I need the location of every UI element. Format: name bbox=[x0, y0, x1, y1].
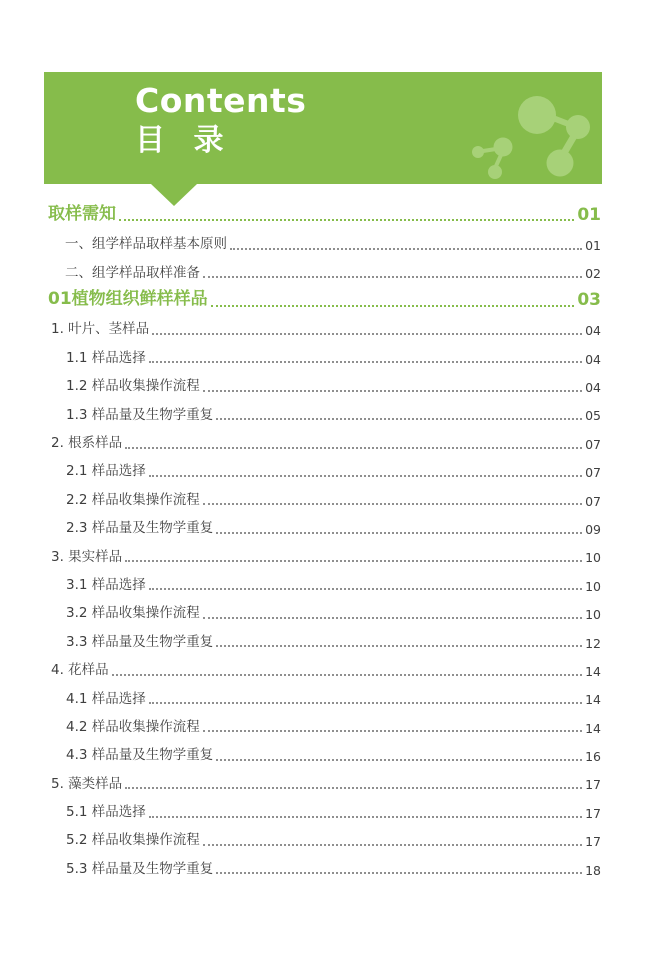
page-number: 18 bbox=[585, 862, 601, 878]
dot-leader bbox=[149, 361, 582, 363]
dot-leader bbox=[203, 730, 582, 732]
dot-leader bbox=[216, 759, 582, 761]
page-number: 05 bbox=[585, 408, 601, 424]
toc-entry-label: 3.2 样品收集操作流程 bbox=[66, 605, 200, 622]
dot-leader bbox=[125, 560, 582, 562]
dot-leader bbox=[216, 645, 582, 647]
toc-entry[interactable] bbox=[48, 767, 601, 795]
toc-entry[interactable] bbox=[48, 795, 601, 823]
toc-entry-label: 4.2 样品收集操作流程 bbox=[66, 718, 200, 735]
toc-entry[interactable] bbox=[48, 455, 601, 483]
toc-entry-label: 5.3 样品量及生物学重复 bbox=[66, 860, 214, 877]
dot-leader bbox=[203, 617, 582, 619]
dot-leader bbox=[149, 816, 582, 818]
page-number: 10 bbox=[585, 607, 601, 623]
dot-leader bbox=[112, 674, 582, 676]
banner-titles bbox=[135, 82, 306, 162]
toc-entry[interactable] bbox=[48, 483, 601, 511]
page-number: 16 bbox=[585, 749, 601, 765]
toc-entry[interactable] bbox=[48, 625, 601, 653]
dot-leader bbox=[149, 588, 582, 590]
page-number: 14 bbox=[585, 663, 601, 679]
toc-entry[interactable] bbox=[48, 682, 601, 710]
page-number: 12 bbox=[585, 635, 601, 651]
toc-entry[interactable] bbox=[48, 540, 601, 568]
page-number: 03 bbox=[577, 289, 601, 310]
toc-entry[interactable] bbox=[48, 369, 601, 397]
dot-leader bbox=[216, 532, 582, 534]
page-number: 01 bbox=[577, 204, 601, 225]
toc-entry[interactable] bbox=[48, 653, 601, 681]
toc-entry-label: 3.1 样品选择 bbox=[66, 576, 146, 593]
toc-entry[interactable] bbox=[48, 596, 601, 624]
dot-leader bbox=[203, 503, 582, 505]
page-number: 01 bbox=[585, 238, 601, 254]
toc-entry[interactable] bbox=[48, 710, 601, 738]
toc-entry-label: 2.2 样品收集操作流程 bbox=[66, 491, 200, 508]
dot-leader bbox=[125, 447, 582, 449]
toc-entry-label: 一、组学样品取样基本原则 bbox=[65, 236, 227, 253]
toc-entry[interactable] bbox=[48, 426, 601, 454]
toc-entry-label: 1.2 样品收集操作流程 bbox=[66, 378, 200, 395]
page-number: 10 bbox=[585, 578, 601, 594]
toc-entry-label: 1. 叶片、茎样品 bbox=[51, 321, 150, 338]
toc-entry[interactable] bbox=[48, 284, 601, 312]
toc-entry-label: 1.3 样品量及生物学重复 bbox=[66, 406, 214, 423]
page-number: 07 bbox=[585, 436, 601, 452]
page-number: 10 bbox=[585, 550, 601, 566]
toc-entry[interactable] bbox=[48, 568, 601, 596]
page-title-chinese: 目 录 bbox=[135, 123, 224, 158]
toc-entry-label: 3. 果实样品 bbox=[51, 548, 123, 565]
toc-entry-label: 5.1 样品选择 bbox=[66, 804, 146, 821]
page-number: 04 bbox=[585, 351, 601, 367]
toc-entry-label: 2. 根系样品 bbox=[51, 435, 123, 451]
dot-leader bbox=[230, 248, 582, 250]
dot-leader bbox=[203, 390, 582, 392]
molecule-cluster-icon bbox=[44, 72, 602, 184]
toc-entry[interactable] bbox=[48, 738, 601, 766]
dot-leader bbox=[216, 872, 582, 874]
toc-entry[interactable] bbox=[48, 313, 601, 341]
page-number: 09 bbox=[585, 521, 601, 537]
dot-leader bbox=[203, 844, 582, 846]
toc-entry-label: 5.2 样品收集操作流程 bbox=[66, 832, 200, 849]
toc-entry-label: 2.3 样品量及生物学重复 bbox=[66, 520, 214, 537]
dot-leader bbox=[119, 219, 574, 221]
page-number: 02 bbox=[585, 266, 601, 282]
page-number: 07 bbox=[585, 465, 601, 481]
toc-entry-label: 2.1 样品选择 bbox=[66, 463, 146, 480]
page-number: 14 bbox=[585, 692, 601, 708]
toc-entry[interactable] bbox=[48, 256, 601, 284]
header-banner bbox=[44, 72, 602, 184]
toc-entry[interactable] bbox=[48, 852, 601, 880]
page-number: 04 bbox=[585, 379, 601, 395]
toc-entry-label: 5. 藻类样品 bbox=[51, 775, 123, 792]
toc-entry-label: 4.3 样品量及生物学重复 bbox=[66, 747, 214, 764]
page-number: 17 bbox=[585, 805, 601, 821]
toc-entry-label: 二、组学样品取样准备 bbox=[65, 264, 200, 281]
toc-entry[interactable] bbox=[48, 824, 601, 852]
dot-leader bbox=[152, 333, 582, 335]
dot-leader bbox=[149, 702, 582, 704]
toc-entry-label: 4. 花样品 bbox=[51, 662, 109, 679]
page-number: 14 bbox=[585, 720, 601, 736]
page-number: 04 bbox=[585, 323, 601, 339]
toc-entry-label: 1.1 样品选择 bbox=[66, 349, 146, 366]
dot-leader bbox=[203, 276, 582, 278]
toc-entry[interactable] bbox=[48, 199, 601, 227]
page-title-english: Contents bbox=[135, 81, 307, 120]
toc-entry[interactable] bbox=[48, 511, 601, 539]
page-number: 17 bbox=[585, 834, 601, 850]
toc-entry-label: 4.1 样品选择 bbox=[66, 690, 146, 707]
page-number: 17 bbox=[585, 777, 601, 793]
page-number: 07 bbox=[585, 493, 601, 509]
dot-leader bbox=[216, 418, 582, 420]
toc-list bbox=[48, 199, 601, 880]
toc-entry[interactable] bbox=[48, 227, 601, 255]
dot-leader bbox=[125, 787, 582, 789]
toc-entry-label: 3.3 样品量及生物学重复 bbox=[66, 633, 214, 650]
toc-entry[interactable] bbox=[48, 341, 601, 369]
dot-leader bbox=[211, 305, 575, 307]
dot-leader bbox=[149, 475, 582, 477]
toc-entry-label: 01植物组织鲜样样品 bbox=[48, 289, 208, 310]
toc-entry-label: 取样需知 bbox=[48, 203, 116, 224]
toc-entry[interactable] bbox=[48, 398, 601, 426]
